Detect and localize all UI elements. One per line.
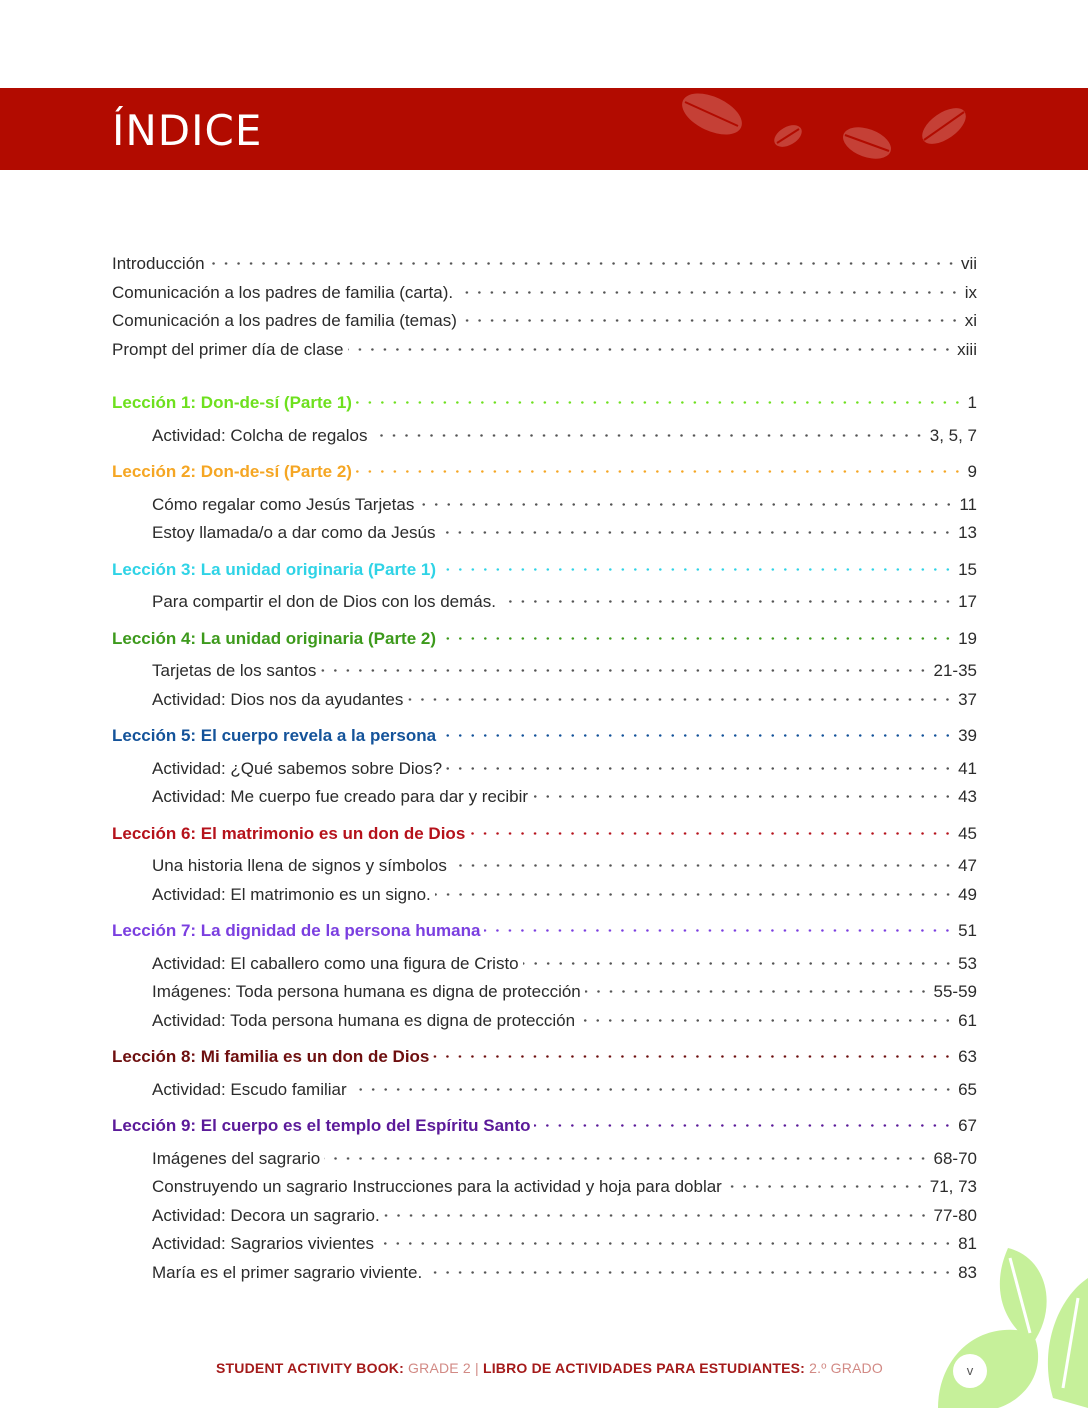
entry-title: Lección 1: Don-de-sí (Parte 1)	[112, 389, 356, 418]
dot-leader	[726, 1175, 926, 1192]
dot-leader	[348, 338, 954, 355]
lesson-heading[interactable]	[112, 389, 977, 418]
entry-title: Prompt del primer día de clase	[112, 336, 348, 365]
entry-title: Comunicación a los padres de familia (carta).	[112, 279, 457, 308]
entry-title: Lección 9: El cuerpo es el templo del Espíritu Santo	[112, 1112, 534, 1141]
front-matter-entry[interactable]	[112, 279, 977, 308]
dot-leader	[435, 883, 954, 900]
dot-leader	[209, 252, 957, 269]
entry-title: Imágenes: Toda persona humana es digna de protección	[152, 978, 585, 1007]
entry-title: Introducción	[112, 250, 209, 279]
entry-title: Para compartir el don de Dios con los demás.	[152, 588, 500, 617]
lesson-heading[interactable]	[112, 625, 977, 654]
entry-title: Actividad: Me cuerpo fue creado para dar y recibir	[152, 783, 532, 812]
entry-title: Cómo regalar como Jesús Tarjetas	[152, 491, 418, 520]
lesson-heading[interactable]	[112, 556, 977, 585]
entry-title: Lección 5: El cuerpo revela a la persona	[112, 722, 440, 751]
entry-page-number: 43	[954, 783, 977, 812]
entry-page-number: 68-70	[930, 1145, 977, 1174]
entry-page-number: 67	[954, 1112, 977, 1141]
dot-leader	[384, 1204, 930, 1221]
dot-leader	[585, 980, 930, 997]
dot-leader	[457, 281, 961, 298]
entry-page-number: vii	[957, 250, 977, 279]
entry-title: Actividad: Toda persona humana es digna de protección	[152, 1007, 579, 1036]
dot-leader	[484, 919, 954, 936]
dot-leader	[500, 590, 954, 607]
entry-page-number: 49	[954, 881, 977, 910]
footer-es-grade: 2.º GRADO	[805, 1360, 883, 1376]
dot-leader	[534, 1114, 954, 1131]
entry-title: Tarjetas de los santos	[152, 657, 320, 686]
lesson-item[interactable]	[112, 491, 977, 520]
entry-title: Lección 3: La unidad originaria (Parte 1)	[112, 556, 440, 585]
lesson-item[interactable]	[112, 978, 977, 1007]
entry-page-number: xi	[961, 307, 977, 336]
entry-page-number: 19	[954, 625, 977, 654]
entry-title: Actividad: Dios nos da ayudantes	[152, 686, 407, 715]
dot-leader	[440, 724, 954, 741]
entry-title: Actividad: Escudo familiar	[152, 1076, 351, 1105]
dot-leader	[523, 952, 954, 969]
entry-page-number: 63	[954, 1043, 977, 1072]
entry-page-number: 61	[954, 1007, 977, 1036]
entry-title: Lección 7: La dignidad de la persona humana	[112, 917, 484, 946]
footer-en-grade: GRADE 2	[403, 1360, 476, 1376]
leaf-icon	[1048, 1278, 1088, 1408]
lesson-item[interactable]	[112, 852, 977, 881]
dot-leader	[356, 391, 964, 408]
entry-title: Actividad: ¿Qué sabemos sobre Dios?	[152, 755, 446, 784]
dot-leader	[407, 688, 954, 705]
entry-title: Actividad: Colcha de regalos	[152, 422, 371, 451]
entry-page-number: 37	[954, 686, 977, 715]
entry-title: Actividad: Decora un sagrario.	[152, 1202, 384, 1231]
section-gap	[112, 364, 977, 381]
entry-page-number: 39	[954, 722, 977, 751]
lesson-heading[interactable]	[112, 722, 977, 751]
lesson-item[interactable]	[112, 519, 977, 548]
lesson-heading[interactable]	[112, 820, 977, 849]
entry-title: Comunicación a los padres de familia (temas)	[112, 307, 461, 336]
entry-page-number: 53	[954, 950, 977, 979]
dot-leader	[439, 521, 954, 538]
lesson-item[interactable]	[112, 657, 977, 686]
entry-title: María es el primer sagrario viviente.	[152, 1259, 426, 1288]
dot-leader	[351, 1078, 954, 1095]
entry-title: Actividad: Sagrarios vivientes	[152, 1230, 378, 1259]
dot-leader	[371, 424, 925, 441]
page-number: v	[953, 1354, 987, 1388]
dot-leader	[440, 627, 954, 644]
lesson-item[interactable]	[112, 755, 977, 784]
table-of-contents	[112, 250, 977, 1287]
lesson-item[interactable]	[112, 1230, 977, 1259]
leaf-decoration-header	[660, 88, 990, 170]
entry-page-number: 21-35	[930, 657, 977, 686]
dot-leader	[320, 659, 929, 676]
footer-es-label: LIBRO DE ACTIVIDADES PARA ESTUDIANTES:	[478, 1360, 806, 1376]
dot-leader	[440, 558, 954, 575]
entry-page-number: 9	[964, 458, 977, 487]
lesson-item[interactable]	[112, 1076, 977, 1105]
entry-page-number: 1	[964, 389, 977, 418]
entry-page-number: 77-80	[930, 1202, 977, 1231]
leaf-icon	[676, 88, 748, 143]
dot-leader	[446, 757, 954, 774]
entry-page-number: 81	[954, 1230, 977, 1259]
dot-leader	[426, 1261, 954, 1278]
entry-title: Lección 6: El matrimonio es un don de Dios	[112, 820, 469, 849]
lesson-heading[interactable]	[112, 917, 977, 946]
entry-page-number: 83	[954, 1259, 977, 1288]
dot-leader	[356, 460, 964, 477]
entry-page-number: 11	[955, 491, 977, 520]
entry-title: Actividad: El matrimonio es un signo.	[152, 881, 435, 910]
lesson-item[interactable]	[112, 881, 977, 910]
entry-page-number: 45	[954, 820, 977, 849]
footer-separator: |	[475, 1360, 479, 1376]
entry-title: Construyendo un sagrario Instrucciones para la actividad y hoja para doblar	[152, 1173, 726, 1202]
front-matter-entry[interactable]	[112, 336, 977, 365]
entry-page-number: 47	[954, 852, 977, 881]
entry-page-number: 17	[954, 588, 977, 617]
dot-leader	[461, 309, 961, 326]
dot-leader	[418, 493, 955, 510]
dot-leader	[378, 1232, 954, 1249]
lesson-item[interactable]	[112, 1007, 977, 1036]
entry-page-number: 65	[954, 1076, 977, 1105]
lesson-item[interactable]	[112, 686, 977, 715]
lesson-item[interactable]	[112, 422, 977, 451]
lesson-item[interactable]	[112, 1173, 977, 1202]
dot-leader	[579, 1009, 954, 1026]
leaf-icon	[1000, 1248, 1047, 1343]
entry-page-number: 55-59	[930, 978, 977, 1007]
dot-leader	[532, 785, 954, 802]
front-matter-entry[interactable]	[112, 250, 977, 279]
lesson-item[interactable]	[112, 588, 977, 617]
lesson-item[interactable]	[112, 950, 977, 979]
entry-page-number: xiii	[953, 336, 977, 365]
dot-leader	[451, 854, 954, 871]
entry-page-number: 41	[954, 755, 977, 784]
entry-title: Una historia llena de signos y símbolos	[152, 852, 451, 881]
entry-title: Lección 4: La unidad originaria (Parte 2)	[112, 625, 440, 654]
lesson-heading[interactable]	[112, 1043, 977, 1072]
entry-title: Actividad: El caballero como una figura de Cristo	[152, 950, 523, 979]
entry-page-number: 13	[954, 519, 977, 548]
lesson-heading[interactable]	[112, 458, 977, 487]
dot-leader	[469, 822, 954, 839]
entry-page-number: 15	[954, 556, 977, 585]
footer	[216, 1360, 883, 1376]
lesson-item[interactable]	[112, 1259, 977, 1288]
entry-page-number: 3, 5, 7	[926, 422, 977, 451]
entry-page-number: 51	[954, 917, 977, 946]
lesson-heading[interactable]	[112, 1112, 977, 1141]
entry-page-number: 71, 73	[926, 1173, 977, 1202]
entry-title: Lección 8: Mi familia es un don de Dios	[112, 1043, 433, 1072]
entry-title: Lección 2: Don-de-sí (Parte 2)	[112, 458, 356, 487]
entry-title: Imágenes del sagrario	[152, 1145, 324, 1174]
entry-title: Estoy llamada/o a dar como da Jesús	[152, 519, 439, 548]
dot-leader	[433, 1045, 954, 1062]
dot-leader	[324, 1147, 929, 1164]
page-title: ÍNDICE	[112, 106, 263, 155]
lesson-item[interactable]	[112, 783, 977, 812]
footer-en-label: STUDENT ACTIVITY BOOK:	[216, 1360, 404, 1376]
lesson-item[interactable]	[112, 1145, 977, 1174]
entry-page-number: ix	[961, 279, 977, 308]
front-matter-entry[interactable]	[112, 307, 977, 336]
lesson-item[interactable]	[112, 1202, 977, 1231]
